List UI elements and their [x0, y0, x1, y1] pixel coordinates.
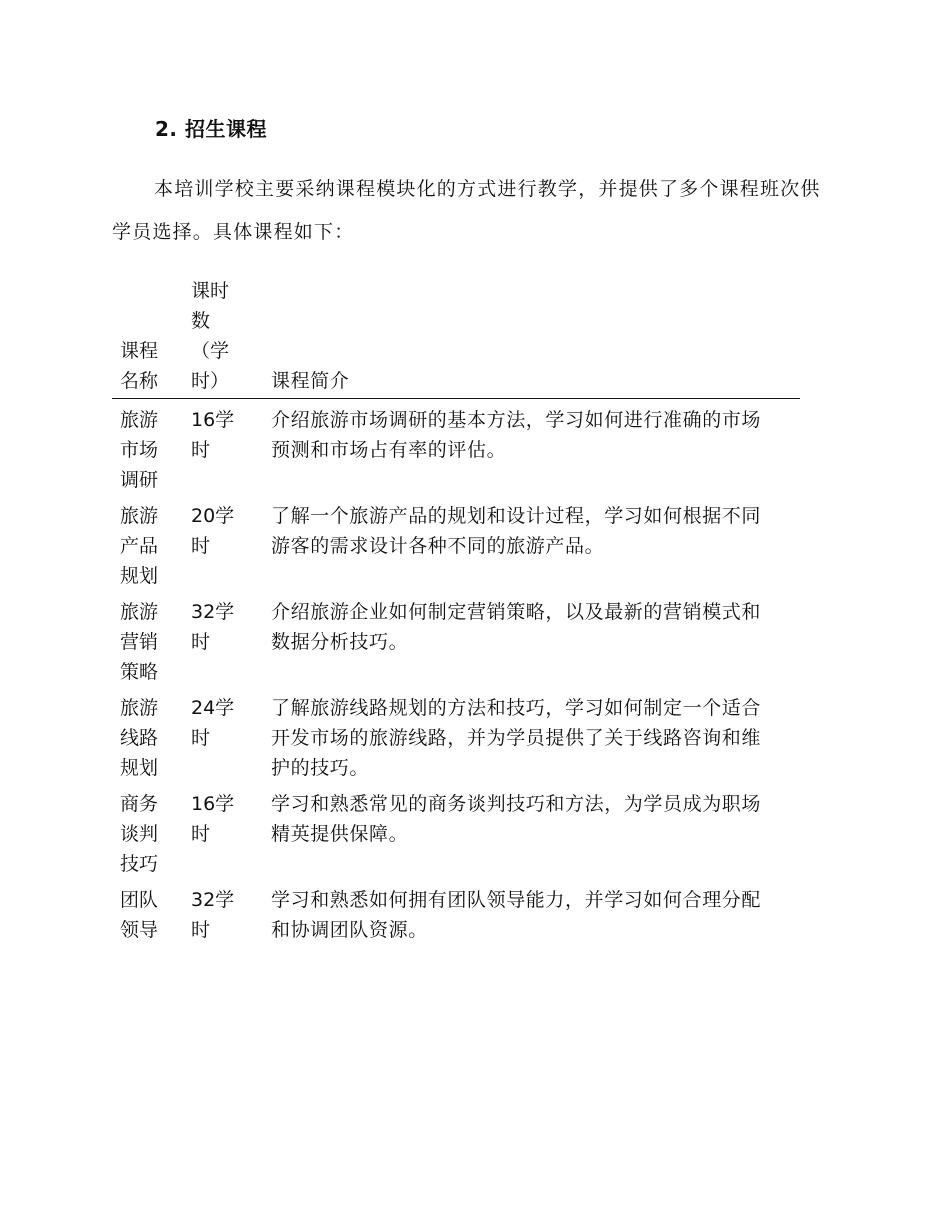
- course-desc-cell: [271, 783, 800, 879]
- course-desc-cell: [271, 495, 800, 591]
- table-row: [112, 687, 800, 783]
- course-name: 商务谈判技巧: [120, 793, 159, 875]
- header-course-name-text: 课程名称: [120, 340, 159, 392]
- course-desc: 了解一个旅游产品的规划和设计过程，学习如何根据不同游客的需求设计各种不同的旅游产品。: [271, 505, 762, 557]
- course-desc: 介绍旅游企业如何制定营销策略，以及最新的营销模式和数据分析技巧。: [271, 601, 762, 653]
- course-hours: 24学时: [191, 697, 235, 749]
- course-desc: 学习和熟悉如何拥有团队领导能力，并学习如何合理分配和协调团队资源。: [271, 889, 762, 941]
- table-row: [112, 495, 800, 591]
- course-name-cell: [112, 399, 191, 496]
- course-name-cell: [112, 495, 191, 591]
- header-course-desc-text: 课程简介: [271, 370, 350, 392]
- header-course-hours: [191, 276, 271, 399]
- course-name: 旅游产品规划: [120, 505, 159, 587]
- course-table: [112, 276, 800, 945]
- course-hours: 32学时: [191, 889, 235, 941]
- course-desc: 学习和熟悉常见的商务谈判技巧和方法，为学员成为职场精英提供保障。: [271, 793, 762, 845]
- course-name-cell: [112, 687, 191, 783]
- course-desc-cell: [271, 879, 800, 945]
- course-desc-cell: [271, 591, 800, 687]
- table-row: [112, 591, 800, 687]
- course-hours: 16学时: [191, 409, 235, 461]
- course-hours-cell: [191, 687, 271, 783]
- header-course-desc: [271, 276, 800, 399]
- course-table-body: [112, 399, 800, 946]
- course-table-header: [112, 276, 800, 399]
- table-row: [112, 783, 800, 879]
- course-hours-cell: [191, 783, 271, 879]
- course-hours-cell: [191, 879, 271, 945]
- course-name-cell: [112, 783, 191, 879]
- table-row: [112, 879, 800, 945]
- course-hours: 16学时: [191, 793, 235, 845]
- course-hours: 32学时: [191, 601, 235, 653]
- course-desc-cell: [271, 399, 800, 496]
- course-name-cell: [112, 879, 191, 945]
- course-name: 旅游营销策略: [120, 601, 159, 683]
- course-name: 旅游市场调研: [120, 409, 159, 491]
- header-row: [112, 276, 800, 399]
- course-hours-cell: [191, 399, 271, 496]
- header-course-hours-text: 课时数（学时）: [191, 280, 230, 392]
- table-row: [112, 399, 800, 496]
- course-hours-cell: [191, 495, 271, 591]
- course-desc: 了解旅游线路规划的方法和技巧，学习如何制定一个适合开发市场的旅游线路，并为学员提供了关于线路咨询和维护的技巧。: [271, 697, 762, 779]
- course-hours-cell: [191, 591, 271, 687]
- course-hours: 20学时: [191, 505, 235, 557]
- header-course-name: [112, 276, 191, 399]
- course-name-cell: [112, 591, 191, 687]
- section-heading: 2. 招生课程: [155, 117, 267, 141]
- course-name: 团队领导: [120, 889, 159, 941]
- intro-paragraph: 本培训学校主要采纳课程模块化的方式进行教学，并提供了多个课程班次供学员选择。具体课程如下：: [112, 178, 821, 243]
- course-desc-cell: [271, 687, 800, 783]
- course-desc: 介绍旅游市场调研的基本方法，学习如何进行准确的市场预测和市场占有率的评估。: [271, 409, 762, 461]
- course-name: 旅游线路规划: [120, 697, 159, 779]
